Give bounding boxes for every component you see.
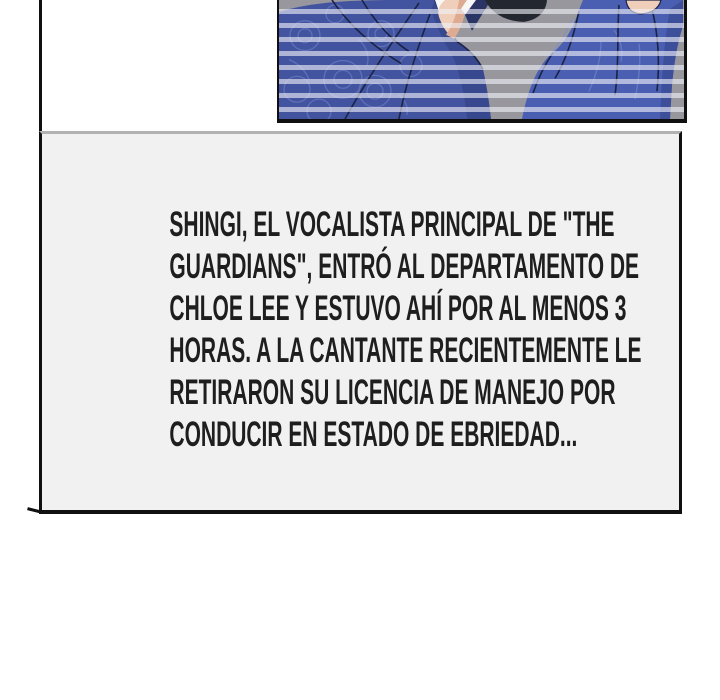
caption-line-5: RETIRARON SU LICENCIA DE MANEJO POR (169, 373, 616, 412)
news-caption-box (39, 131, 682, 514)
person-in-blue-robe-illustration (279, 0, 684, 119)
caption-line-1: SHINGI, EL VOCALISTA PRINCIPAL DE "THE (169, 205, 615, 244)
caption-line-6: CONDUCIR EN ESTADO DE EBRIEDAD... (169, 415, 578, 454)
news-caption-text (169, 204, 642, 456)
caption-line-4: HORAS. A LA CANTANTE RECIENTEMENTE LE (169, 331, 642, 370)
caption-line-2: GUARDIANS", ENTRÓ AL DEPARTAMENTO DE (169, 247, 640, 286)
news-photo-panel (277, 0, 687, 123)
panel-left-border-line (39, 0, 42, 134)
caption-line-3: CHLOE LEE Y ESTUVO AHÍ POR AL MENOS 3 (169, 289, 627, 328)
